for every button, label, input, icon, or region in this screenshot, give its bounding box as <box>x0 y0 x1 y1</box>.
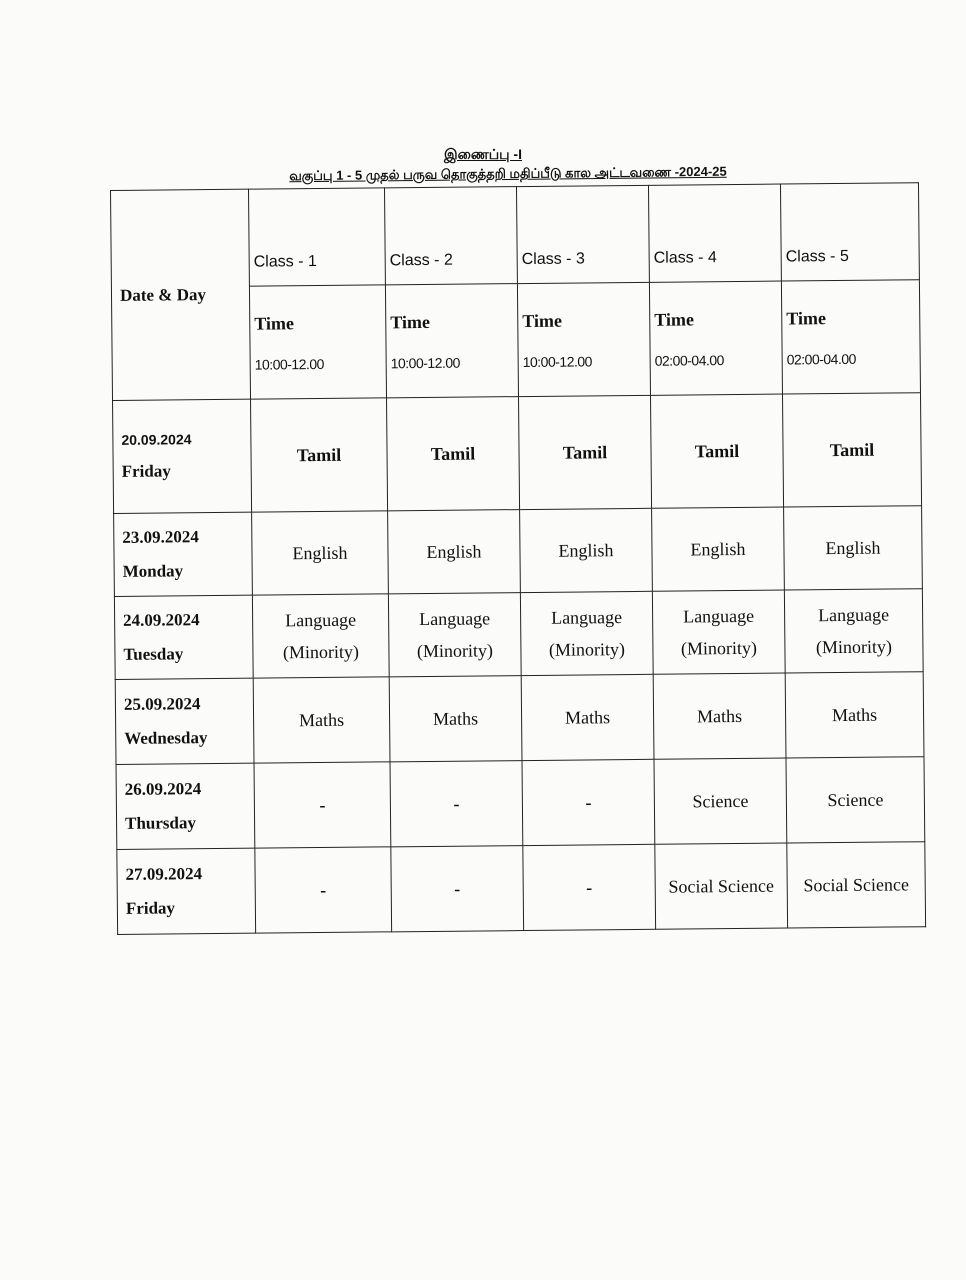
subject-cell: Language (Minority) <box>252 594 389 678</box>
subject-cell: Tamil <box>782 393 921 507</box>
class-1-time: Time 10:00-12.00 <box>249 285 386 399</box>
class-4-time: Time 02:00-04.00 <box>649 281 782 395</box>
schedule-sheet <box>110 182 925 935</box>
class-3-time: Time 10:00-12.00 <box>517 282 650 396</box>
class-2-time: Time 10:00-12.00 <box>385 284 518 398</box>
table-row <box>114 506 923 597</box>
subject-cell: Tamil <box>519 395 652 509</box>
class-1-header: Class - 1 <box>248 188 385 286</box>
table-row <box>113 393 922 514</box>
subject-cell: Social Science <box>655 843 788 929</box>
date-day-header: Date & Day <box>111 189 251 400</box>
subject-cell: Tamil <box>251 398 388 512</box>
class-5-header: Class - 5 <box>780 183 919 281</box>
subject-cell: - <box>523 844 656 930</box>
subject-cell: English <box>784 506 923 590</box>
class-4-header: Class - 4 <box>648 184 781 282</box>
subject-cell: Language (Minority) <box>652 590 785 674</box>
subject-cell: Tamil <box>387 397 520 511</box>
subject-cell: English <box>388 510 521 594</box>
subject-cell: English <box>652 507 785 591</box>
subject-cell: Maths <box>521 674 654 760</box>
schedule-subtitle: வகுப்பு 1 - 5 முதல் பருவ தொகுத்தறி மதிப்பீடு கால அட்டவணை -2024-25 <box>289 163 727 184</box>
subject-cell: Maths <box>653 673 786 759</box>
subject-cell: Language (Minority) <box>388 593 521 677</box>
subject-cell: Maths <box>253 677 390 763</box>
subject-cell: Science <box>654 758 787 844</box>
class-2-header: Class - 2 <box>384 187 517 285</box>
table-row <box>116 757 925 850</box>
subject-cell: Language (Minority) <box>784 589 923 673</box>
subject-cell: Tamil <box>650 394 783 508</box>
class-5-time: Time 02:00-04.00 <box>781 280 920 394</box>
table-row <box>115 672 924 765</box>
subject-cell: English <box>252 511 389 595</box>
subject-cell: Language (Minority) <box>520 591 653 675</box>
annex-label: இணைப்பு -I <box>444 146 522 162</box>
class-3-header: Class - 3 <box>516 185 649 283</box>
subject-cell: Science <box>786 757 925 843</box>
table-row <box>114 589 923 680</box>
date-cell: 20.09.2024 Friday <box>113 399 252 513</box>
subject-cell: - <box>390 761 523 847</box>
subject-cell: English <box>520 508 653 592</box>
subject-cell: Maths <box>389 676 522 762</box>
subject-cell: - <box>255 847 392 933</box>
subject-cell: - <box>522 759 655 845</box>
date-cell: 23.09.2024 Monday <box>114 512 253 596</box>
exam-schedule-table <box>110 182 926 935</box>
subject-cell: - <box>254 762 391 848</box>
date-cell: 26.09.2024 Thursday <box>116 763 255 849</box>
date-cell: 24.09.2024 Tuesday <box>114 595 253 679</box>
subject-cell: Social Science <box>787 842 926 928</box>
table-row <box>117 842 926 935</box>
subject-cell: - <box>391 846 524 932</box>
subject-cell: Maths <box>785 672 924 758</box>
date-cell: 27.09.2024 Friday <box>117 848 256 934</box>
date-cell: 25.09.2024 Wednesday <box>115 678 254 764</box>
class-header-row <box>111 183 920 288</box>
